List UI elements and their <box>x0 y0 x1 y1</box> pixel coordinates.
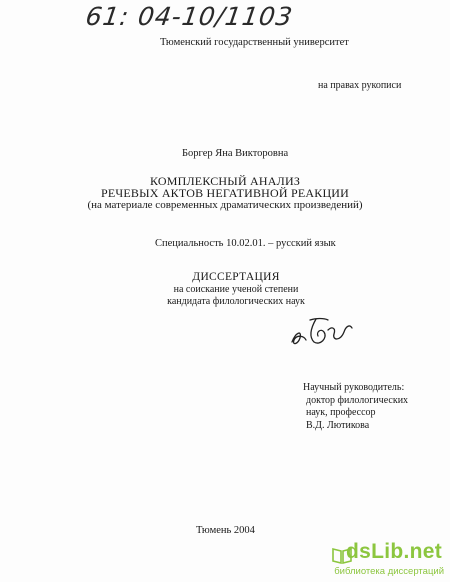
advisor-name: В.Д. Лютикова <box>306 419 370 431</box>
degree-line-2: кандидата филологических наук <box>167 296 305 307</box>
title-subtitle: (на материале современных драматических произведений) <box>87 199 363 211</box>
dslib-watermark <box>330 540 448 580</box>
degree-block <box>0 271 450 308</box>
signature-icon <box>288 312 358 350</box>
advisor-label: Научный руководитель: <box>303 382 405 393</box>
author-name: Боргер Яна Викторовна <box>182 148 289 159</box>
dissertation-title <box>0 175 450 212</box>
title-line-1: КОМПЛЕКСНЫЙ АНАЛИЗ <box>149 174 301 188</box>
manuscript-rights-note: на правах рукописи <box>318 80 402 91</box>
author-signature <box>288 312 358 355</box>
title-line-2: РЕЧЕВЫХ АКТОВ НЕГАТИВНОЙ РЕАКЦИИ <box>100 186 350 200</box>
university-name: Тюменский государственный университет <box>160 37 349 48</box>
scientific-advisor <box>303 382 408 432</box>
advisor-degree-line-1: доктор филологических <box>306 394 409 406</box>
degree-line-1: на соискание ученой степени <box>173 284 299 295</box>
advisor-degree-line-2: наук, профессор <box>306 407 376 418</box>
watermark-site: dsLib.net <box>345 540 442 563</box>
degree-title: ДИССЕРТАЦИЯ <box>192 271 280 283</box>
watermark-caption: библиотека диссертаций <box>334 566 444 577</box>
city-year: Тюмень 2004 <box>196 525 255 536</box>
specialty-line: Специальность 10.02.01. – русский язык <box>155 238 336 249</box>
archive-code-handwritten: 61: 04-10/1103 <box>83 2 295 31</box>
